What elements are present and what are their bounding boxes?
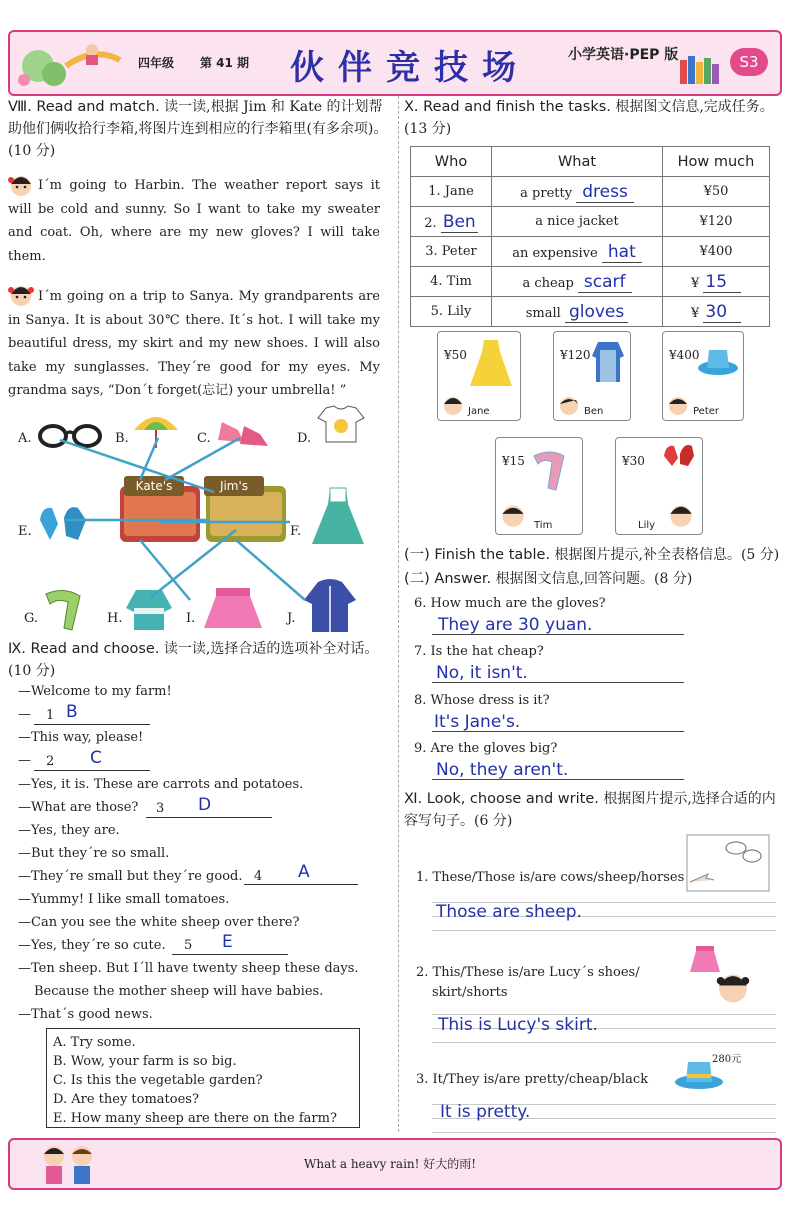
boy-avatar-icon [558, 394, 580, 416]
jims-suitcase-label: Jim's [204, 476, 264, 496]
gloves-icon [662, 442, 696, 468]
kids-illustration [34, 1142, 104, 1186]
label-a: A. [18, 431, 32, 446]
question-6: 6. How much are the gloves? [414, 596, 606, 611]
col-what: What [492, 147, 663, 177]
scarf-icon [530, 448, 570, 492]
card-price: ¥400 [669, 348, 700, 362]
card-jane [437, 331, 521, 421]
dialog-line: Because the mother sheep will have babies. [34, 984, 324, 999]
cell-what[interactable]: a cheap scarf [492, 267, 663, 297]
part-1-heading: (一) Finish the table. 根据图片提示,补全表格信息。(5 分) [404, 547, 780, 563]
jim-paragraph: I´m going on a trip to Sanya. My grandparents are in Sanya. It is about 30℃ there. It´s hot. I will take my beautiful dress, my skirt and my new shoes. I will also take my sunglasses. They´re good for my eyes. My grandma says, “Don´t forget(忘记) your umbrella! ” [8, 289, 380, 398]
dress-icon [468, 338, 514, 388]
boy-avatar-icon [667, 394, 689, 416]
shopping-table [410, 146, 770, 327]
dialog-line: —What are those? [18, 800, 139, 815]
answer-9: No, they aren't. [436, 760, 569, 780]
card-name: Peter [693, 406, 720, 417]
cell-what: a nice jacket [492, 207, 663, 237]
books-icon [678, 54, 726, 84]
card-tim [495, 437, 583, 535]
option-a: A. Try some. [53, 1035, 136, 1050]
table-row [411, 297, 770, 327]
question-7: 7. Is the hat cheap? [414, 644, 544, 659]
section-10-heading: Ⅹ. Read and finish the tasks. 根据图文信息,完成任务。(13 分) [404, 99, 774, 137]
section-11-heading: Ⅺ. Look, choose and write. 根据图片提示,选择合适的内容写句子。(6 分) [404, 791, 776, 829]
table-row [411, 177, 770, 207]
table-row [411, 207, 770, 237]
label-c: C. [197, 431, 211, 446]
label-f: F. [290, 524, 302, 539]
option-b: B. Wow, your farm is so big. [53, 1054, 237, 1069]
cell-cost: ¥50 [663, 177, 770, 207]
label-g: G. [24, 611, 39, 626]
dialog-line: —Ten sheep. But I´ll have twenty sheep these days. [18, 961, 359, 976]
answer-11-1: Those are sheep. [436, 902, 582, 922]
price-tag: 280元 [712, 1054, 742, 1065]
card-price: ¥15 [502, 454, 525, 468]
label-h: H. [107, 611, 123, 626]
question-11-1: 1. These/Those is/are cows/sheep/horses [416, 870, 685, 885]
answer-1: B [66, 702, 78, 722]
page-code-badge: S3 [730, 48, 768, 76]
card-name: Lily [638, 520, 656, 531]
question-11-2: 2. This/These is/are Lucy´s shoes/ [416, 965, 640, 980]
footer-text: What a heavy rain! 好大的雨! [304, 1157, 477, 1171]
grade-label: 四年级 [138, 56, 175, 70]
dialog-line: — [18, 753, 31, 768]
section-8-heading: Ⅷ. Read and match. 读一读,根据 Jim 和 Kate 的计划帮助他们俩收拾行李箱,将图片连到相应的行李箱里(有多余项)。(10 分) [8, 99, 388, 159]
cell-who: 5. Lily [411, 297, 492, 327]
answer-7: No, it isn't. [436, 663, 528, 683]
card-lily [615, 437, 703, 535]
answer-4: A [298, 862, 310, 882]
section-9-heading: Ⅸ. Read and choose. 读一读,选择合适的选项补全对话。(10 分) [8, 641, 379, 679]
girl-avatar-icon [442, 394, 464, 416]
dialog-line: —That´s good news. [18, 1007, 153, 1022]
answer-8: It's Jane's. [434, 712, 521, 732]
cell-what[interactable]: an expensive hat [492, 237, 663, 267]
col-who: Who [411, 147, 492, 177]
answer-11-2: This is Lucy's skirt. [438, 1015, 598, 1035]
dialog-line: —But they´re so small. [18, 846, 170, 861]
dialog-line: —This way, please! [18, 730, 144, 745]
option-c: C. Is this the vegetable garden? [53, 1073, 263, 1088]
card-name: Jane [468, 406, 490, 417]
option-d: D. Are they tomatoes? [53, 1092, 199, 1107]
page-header [8, 30, 782, 96]
girl-avatar-icon [668, 502, 694, 528]
question-8: 8. Whose dress is it? [414, 693, 550, 708]
blank-number: 4 [254, 869, 263, 884]
options-box [46, 1028, 360, 1128]
table-row [411, 237, 770, 267]
dialog-line: —Welcome to my farm! [18, 684, 172, 699]
jacket-icon [590, 340, 626, 384]
dialog-line: — [18, 707, 31, 722]
blank-number: 3 [156, 801, 165, 816]
label-e: E. [18, 524, 32, 539]
page-title: 伙伴竞技场 [290, 48, 530, 88]
match-lines [0, 400, 400, 640]
card-price: ¥50 [444, 348, 467, 362]
cell-who: 3. Peter [411, 237, 492, 267]
issue-number: 第 41 期 [200, 56, 250, 70]
cell-cost[interactable]: ¥ 30 [663, 297, 770, 327]
kate-paragraph: I´m going to Harbin. The weather report says it will be cold and sunny. So I want to take my sweater and coat. Oh, where are my new gloves? I will take them. [8, 178, 380, 264]
part-2-heading: (二) Answer. 根据图文信息,回答问题。(8 分) [404, 571, 693, 587]
page-footer [8, 1138, 782, 1190]
answer-6: They are 30 yuan. [438, 615, 593, 635]
hat-icon [697, 346, 739, 376]
card-name: Ben [584, 406, 604, 417]
cell-what[interactable]: small gloves [492, 297, 663, 327]
hat-icon [674, 1058, 724, 1090]
dialog-line: —Can you see the white sheep over there? [18, 915, 300, 930]
dialog-line: —Yes, they´re so cute. [18, 938, 166, 953]
answer-5: E [222, 932, 233, 952]
cell-who: 4. Tim [411, 267, 492, 297]
subject-label: 小学英语·PEP 版 [568, 47, 679, 63]
sheep-picture [686, 834, 770, 892]
card-name: Tim [534, 520, 553, 531]
question-9: 9. Are the gloves big? [414, 741, 558, 756]
answer-2: C [90, 748, 102, 768]
kates-suitcase-label: Kate's [124, 476, 184, 496]
question-11-3: 3. It/They is/are pretty/cheap/black [416, 1072, 649, 1087]
dialog-line: —Yummy! I like small tomatoes. [18, 892, 230, 907]
option-e: E. How many sheep are there on the farm? [53, 1111, 337, 1126]
card-ben [553, 331, 631, 421]
blank-number: 1 [46, 708, 55, 723]
label-b: B. [115, 431, 129, 446]
label-d: D. [297, 431, 312, 446]
writing-line [432, 1132, 776, 1133]
cell-cost: ¥120 [663, 207, 770, 237]
label-i: I. [186, 611, 196, 626]
cell-cost[interactable]: ¥ 15 [663, 267, 770, 297]
cell-who[interactable]: 2. Ben [411, 207, 492, 237]
writing-line [432, 930, 776, 931]
answer-3: D [198, 795, 212, 815]
label-j: J. [287, 611, 296, 626]
writing-line [432, 1042, 776, 1043]
answer-11-3: It is pretty. [440, 1102, 531, 1122]
cell-what[interactable]: a pretty dress [492, 177, 663, 207]
header-illustration [14, 36, 124, 90]
dialog-line: —They´re small but they´re good. [18, 869, 243, 884]
question-11-2-cont: skirt/shorts [432, 985, 508, 1000]
dialog-line: —Yes, it is. These are carrots and potatoes. [18, 777, 304, 792]
cell-who: 1. Jane [411, 177, 492, 207]
blank-number: 2 [46, 754, 55, 769]
col-how-much: How much [663, 147, 770, 177]
card-peter [662, 331, 744, 421]
card-price: ¥120 [560, 348, 591, 362]
blank-number: 5 [184, 938, 193, 953]
table-row [411, 267, 770, 297]
girl-avatar-icon [716, 970, 750, 1004]
dialog-line: —Yes, they are. [18, 823, 120, 838]
card-price: ¥30 [622, 454, 645, 468]
boy-avatar-icon [500, 502, 526, 528]
cell-cost: ¥400 [663, 237, 770, 267]
